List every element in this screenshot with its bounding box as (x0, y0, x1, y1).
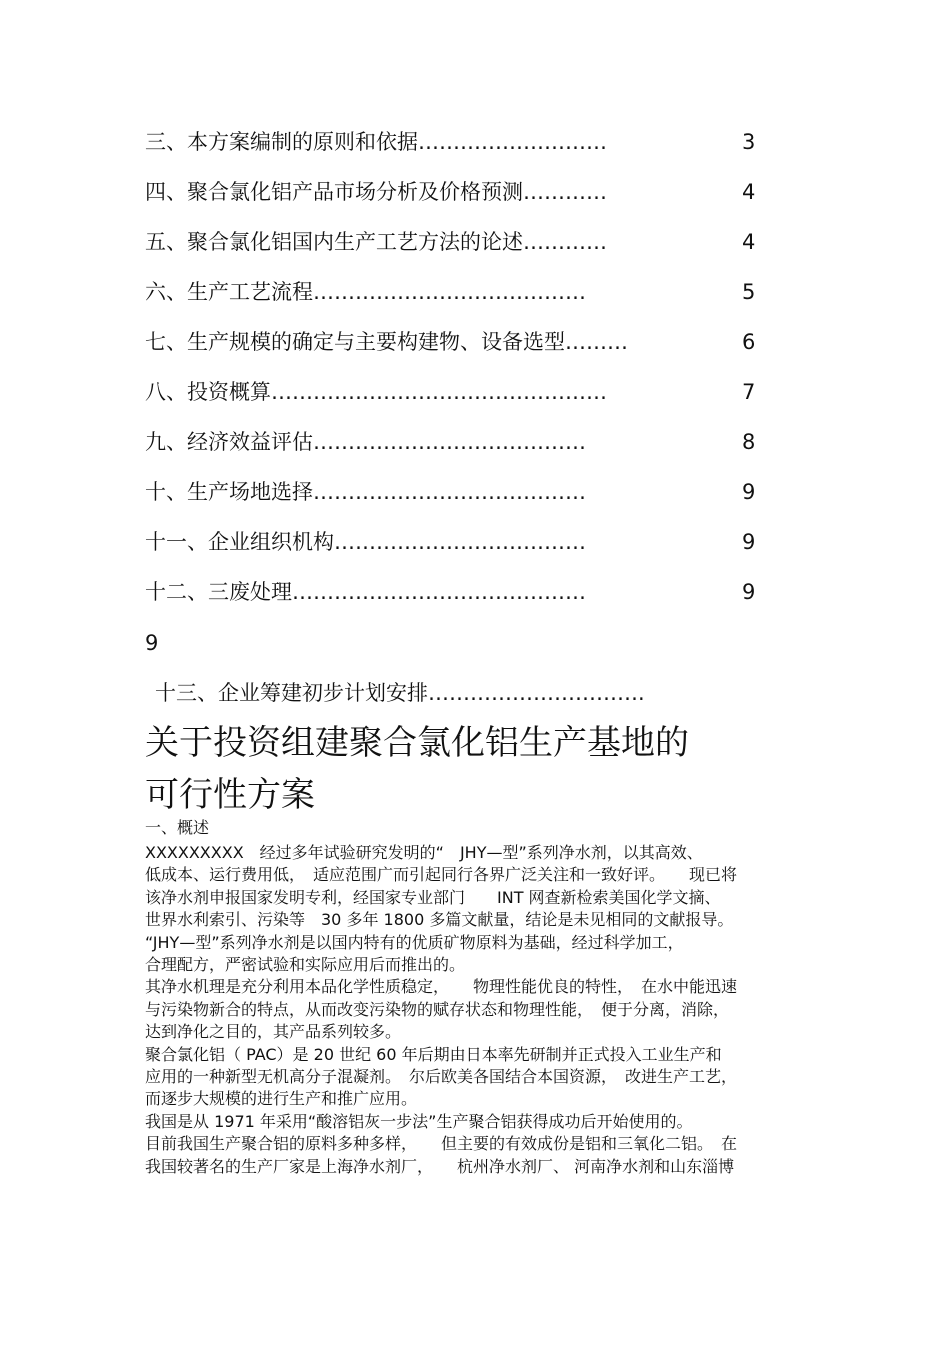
body-line: 达到净化之目的，其产品系列较多。 (145, 1022, 402, 1042)
body-line: 而逐步大规模的进行生产和推广应用。 (145, 1089, 418, 1109)
toc-item[interactable] (145, 127, 765, 157)
body-line: “JHY—型”系列净水剂是以国内特有的优质矿物原料为基础，经过科学加工， (145, 932, 684, 952)
toc-item-text: 四、聚合氯化铝产品市场分析及价格预测………… (145, 180, 607, 204)
toc-item[interactable] (145, 527, 765, 557)
toc-item-page: 7 (742, 380, 756, 404)
body-line: 应用的一种新型无机高分子混凝剂。 尔后欧美各国结合本国资源， 改进生产工艺， (145, 1067, 738, 1087)
toc-item[interactable] (145, 277, 765, 307)
body-line: 与污染物新合的特点，从而改变污染物的赋存状态和物理性能， 便于分离，消除， (145, 999, 730, 1019)
body-line: 合理配方，严密试验和实际应用后而推出的。 (145, 955, 466, 975)
toc-item-page: 8 (742, 430, 756, 454)
toc-item-text: 三、本方案编制的原则和依据……………………… (145, 130, 607, 154)
body-line: 低成本、运行费用低， 适应范围广而引起同行各界广泛关注和一致好评。 现已将 (145, 865, 738, 885)
body-line: 我国较著名的生产厂家是上海净水剂厂， 杭州净水剂厂、 河南净水剂和山东淄博 (145, 1156, 735, 1176)
toc-item-page: 4 (742, 180, 756, 204)
toc-item-page: 5 (742, 280, 756, 304)
toc-item-text: 八、投资概算………………………………………… (145, 380, 607, 404)
body-line: 目前我国生产聚合铝的原料多种多样， 但主要的有效成份是铝和三氧化二铝。 在 (145, 1134, 738, 1154)
toc-item-13[interactable]: 十三、企业筹建初步计划安排…………………………. (155, 681, 645, 705)
toc-item[interactable] (145, 177, 765, 207)
toc-item-text: 五、聚合氯化铝国内生产工艺方法的论述………… (145, 230, 607, 254)
toc-item-text: 十二、三废处理…………………………………… (145, 580, 586, 604)
document-title (145, 717, 689, 821)
toc-item[interactable] (145, 427, 765, 457)
toc-item[interactable] (145, 227, 765, 257)
stray-page-number: 9 (145, 631, 159, 655)
toc-item-text: 六、生产工艺流程………………………………… (145, 280, 586, 304)
toc-item-page: 6 (742, 330, 756, 354)
toc-item-page: 9 (742, 580, 756, 604)
toc-item-page: 4 (742, 230, 756, 254)
body-line: 我国是从 1971 年采用“酸溶铝灰一步法”生产聚合铝获得成功后开始使用的。 (145, 1111, 693, 1131)
body-line: 其净水机理是充分利用本品化学性质稳定， 物理性能优良的特性， 在水中能迅速 (145, 977, 738, 997)
toc-item[interactable] (145, 477, 765, 507)
toc-item[interactable] (145, 377, 765, 407)
body-line: 聚合氯化铝（ PAC）是 20 世纪 60 年后期由日本率先研制并正式投入工业生产和 (145, 1044, 722, 1064)
body-line: XXXXXXXXX 经过多年试验研究发明的“ JHY—型”系列净水剂，以其高效、 (145, 843, 703, 862)
toc-item-page: 9 (742, 480, 756, 504)
toc-item-page: 3 (742, 130, 756, 154)
toc-item-text: 十一、企业组织机构……………………………… (145, 530, 586, 554)
title-line-1: 关于投资组建聚合氯化铝生产基地的 (145, 723, 689, 763)
toc-item-text: 七、生产规模的确定与主要构建物、设备选型……… (145, 330, 628, 354)
body-line: 该净水剂申报国家发明专利，经国家专业部门 INT 网查新检索美国化学文摘、 (145, 887, 721, 907)
toc-item[interactable] (145, 577, 765, 607)
toc-item-text: 九、经济效益评估………………………………… (145, 430, 586, 454)
section-heading: 一、概述 (145, 818, 210, 837)
toc-item-page: 9 (742, 530, 756, 554)
title-line-2: 可行性方案 (145, 775, 315, 815)
body-text (145, 842, 810, 1178)
toc-item-text: 十、生产场地选择………………………………… (145, 480, 586, 504)
body-line: 世界水利索引、污染等 30 多年 1800 多篇文献量，结论是未见相同的文献报导。 (145, 910, 734, 930)
toc-item[interactable] (145, 327, 765, 357)
